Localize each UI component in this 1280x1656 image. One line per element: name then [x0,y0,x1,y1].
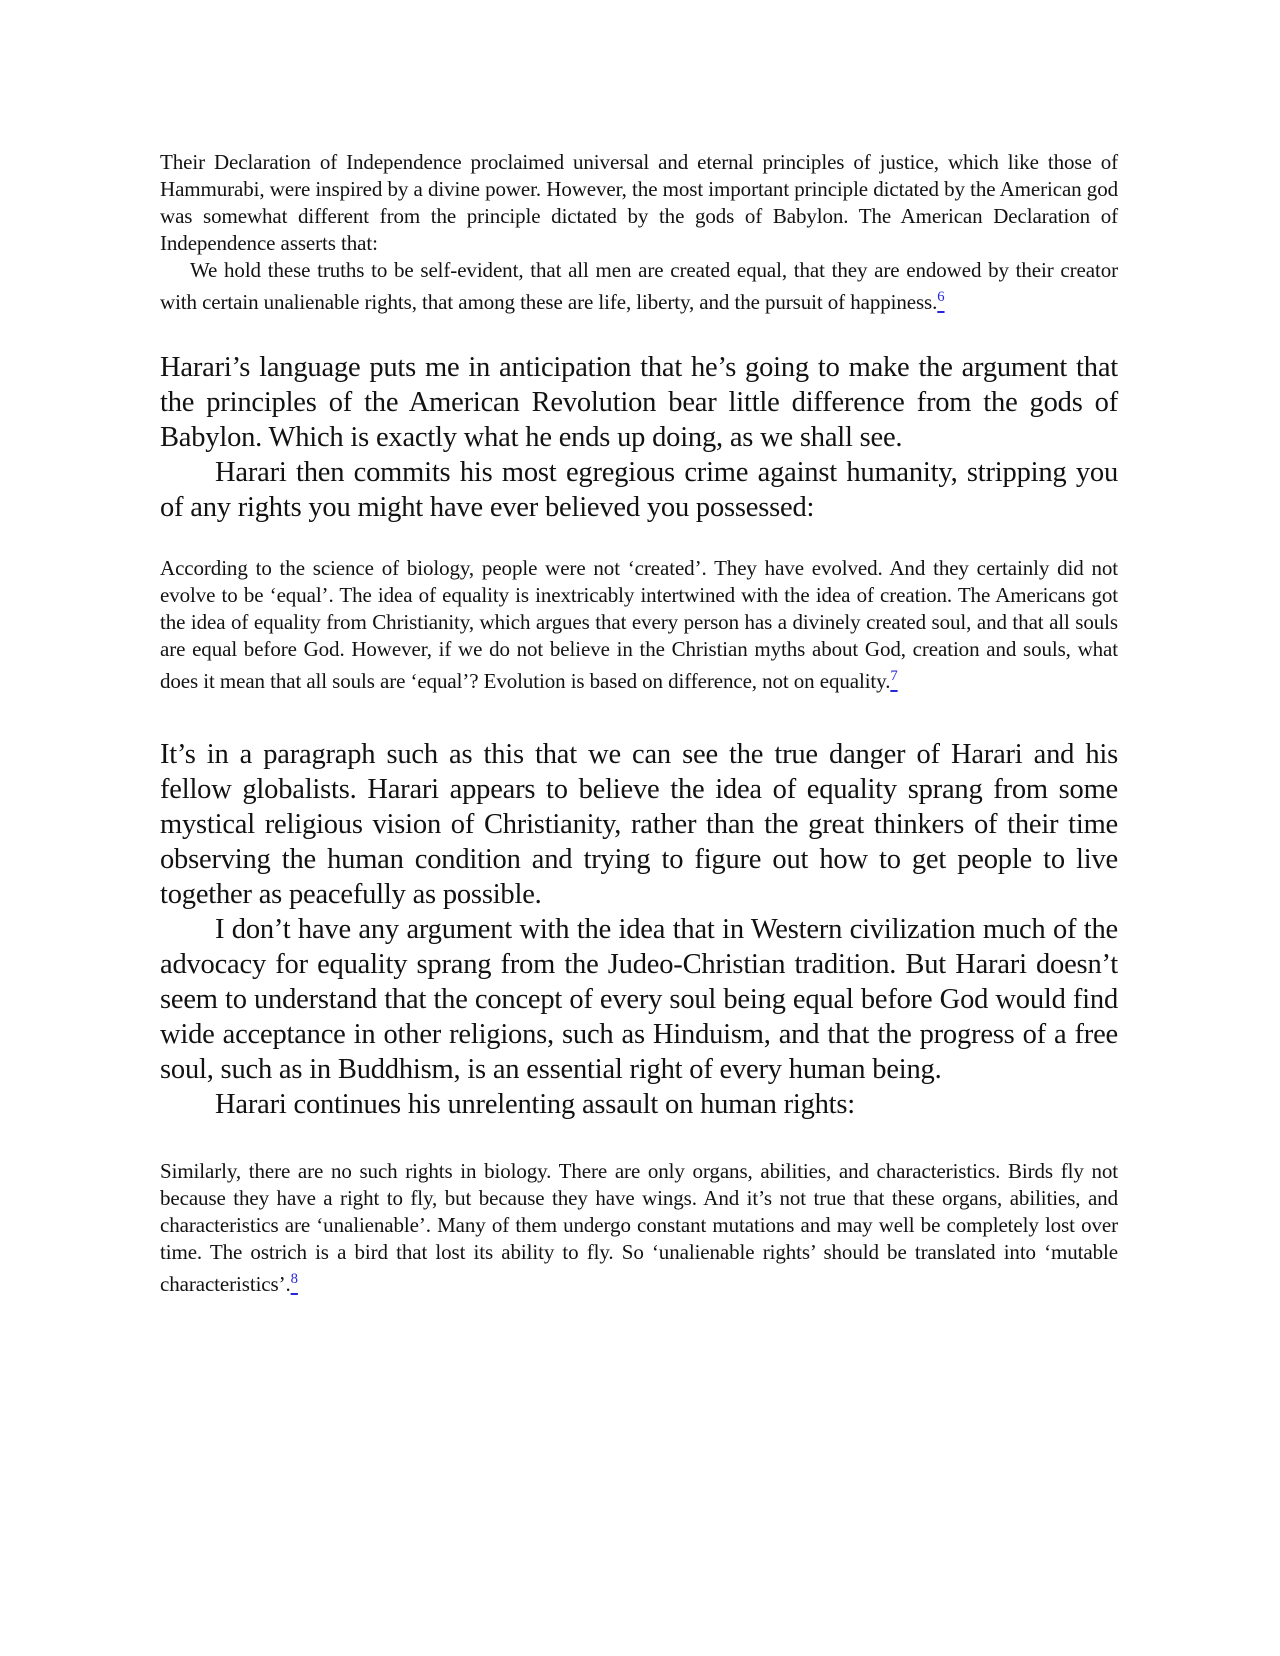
footnote-number: 7 [890,668,898,684]
body-text: It’s in a paragraph such as this that we can see the true danger of Harari and his fellow globalists. Harari appears to believe the idea of equality sprang from some mystical religious vision of Christianity, rather than the great thinkers of their time observing the human condition and trying to figure out how to get people to live together as peacefully as possible. [160,739,1118,910]
block-quote-rights [160,1158,1118,1298]
body-text: Harari then commits his most egregious crime against humanity, stripping you of any rights you might have ever believed you possessed: [160,457,1118,523]
text-column [160,0,1118,1298]
quote-text: We hold these truths to be self-evident, that all men are created equal, that they are endowed by their creator with certain unalienable rights, that among these are life, liberty, and the pursuit of happiness. [160,258,1118,314]
footnote-number: 8 [290,1271,298,1287]
quote-paragraph [160,149,1118,257]
body-text: Harari continues his unrelenting assault on human rights: [215,1089,856,1120]
body-paragraph [160,912,1118,1087]
body-text: I don’t have any argument with the idea that in Western civilization much of the advocacy for equality sprang from the Judeo-Christian tradition. But Harari doesn’t seem to understand that the concept of every soul being equal before God would find wide acceptance in other religions, such as Hinduism, and that the progress of a free soul, such as in Buddhism, is an essential right of every human being. [160,914,1118,1085]
body-block-b [160,737,1118,1122]
quote-text: According to the science of biology, people were not ‘created’. They have evolved. And they certainly did not evolve to be ‘equal’. The idea of equality is inextricably intertwined with the idea of creation. The Americans got the idea of equality from Christianity, which argues that every person has a divinely created soul, and that all souls are equal before God. However, if we do not believe in the Christian myths about God, creation and souls, what does it mean that all souls are ‘equal’? Evolution is based on difference, not on equality. [160,556,1118,693]
quote-paragraph [160,555,1118,695]
body-text: Harari’s language puts me in anticipation that he’s going to make the argument that the principles of the American Revolution bear little difference from the gods of Babylon. Which is exactly what he ends up doing, as we shall see. [160,352,1118,453]
quote-paragraph [160,257,1118,316]
body-paragraph [160,1087,1118,1122]
footnote-link-8[interactable] [291,1272,298,1296]
body-block-a [160,350,1118,525]
block-quote-declaration [160,149,1118,316]
body-paragraph [160,350,1118,455]
footnote-link-7[interactable] [890,669,897,693]
quote-text: Similarly, there are no such rights in biology. There are only organs, abilities, and characteristics. Birds fly not because they have a right to fly, but because they have wings. And it’s not true that these organs, abilities, and characteristics are ‘unalienable’. Many of them undergo constant mutations and may well be completely lost over time. The ostrich is a bird that lost its ability to fly. So ‘unalienable rights’ should be translated into ‘mutable characteristics’. [160,1159,1118,1296]
footnote-link-6[interactable] [937,290,944,314]
quote-text: Their Declaration of Independence proclaimed universal and eternal principles of justice, which like those of Hammurabi, were inspired by a divine power. However, the most important principle dictated by the American god was somewhat different from the principle dictated by the gods of Babylon. The American Declaration of Independence asserts that: [160,150,1118,255]
footnote-number: 6 [937,289,945,305]
block-quote-biology [160,555,1118,695]
body-paragraph [160,737,1118,912]
quote-paragraph [160,1158,1118,1298]
body-paragraph [160,455,1118,525]
